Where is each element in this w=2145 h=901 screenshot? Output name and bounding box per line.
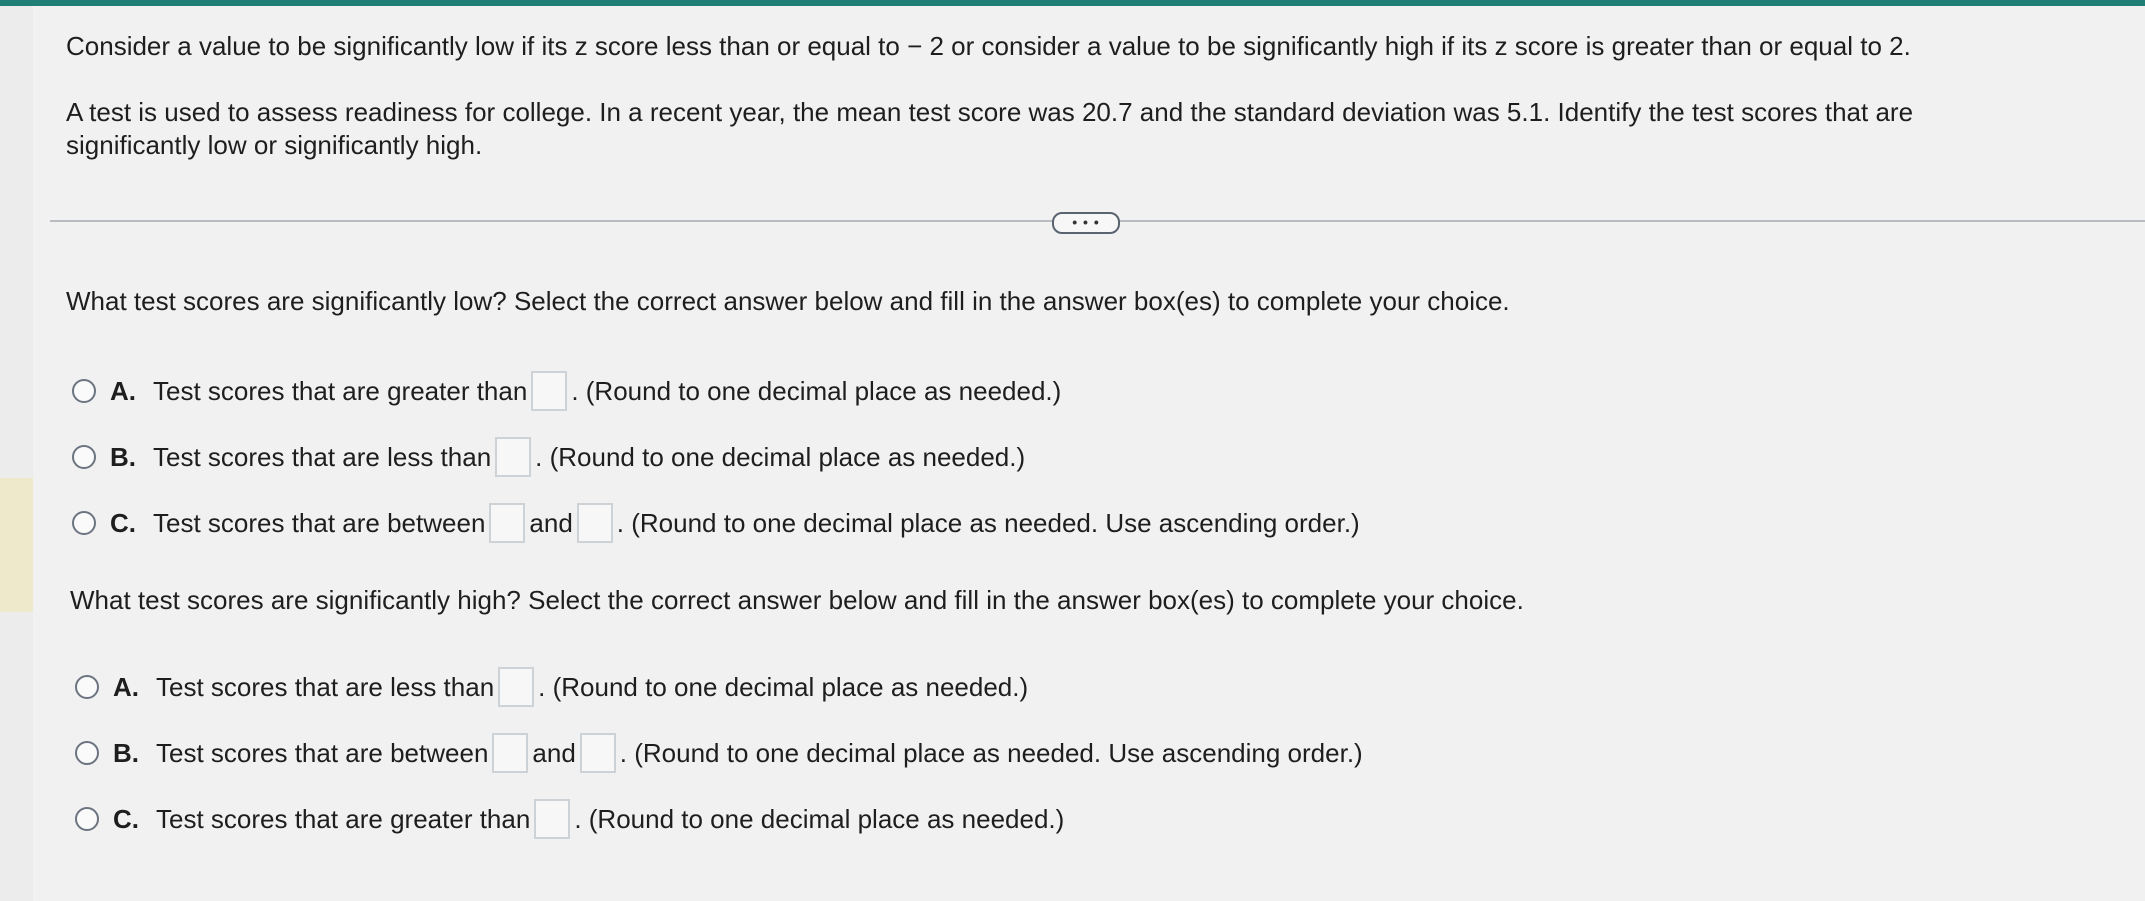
high-option-a-letter: A. bbox=[113, 671, 139, 702]
low-option-b-radio[interactable] bbox=[72, 445, 96, 469]
problem-statement-line-1: Consider a value to be significantly low if its z score less than or equal to − 2 or consider a value to be significantly high if its z score is greater than or equal to 2. bbox=[66, 31, 1911, 61]
low-option-c-text: Test scores that are between bbox=[153, 507, 486, 538]
low-option-a-note: . (Round to one decimal place as needed.) bbox=[571, 375, 1062, 406]
low-option-b-letter: B. bbox=[110, 441, 136, 472]
high-option-c-note: . (Round to one decimal place as needed.) bbox=[574, 803, 1065, 834]
high-option-a[interactable] bbox=[75, 667, 1028, 707]
high-option-b-text: Test scores that are between bbox=[156, 737, 489, 768]
low-option-a-radio[interactable] bbox=[72, 379, 96, 403]
low-option-b-note: . (Round to one decimal place as needed.) bbox=[535, 441, 1026, 472]
high-option-a-note: . (Round to one decimal place as needed.) bbox=[538, 671, 1029, 702]
high-option-a-radio[interactable] bbox=[75, 675, 99, 699]
high-option-c-answer-box[interactable] bbox=[534, 799, 570, 839]
low-option-a-answer-box[interactable] bbox=[531, 371, 567, 411]
high-option-b[interactable] bbox=[75, 733, 1363, 773]
low-option-a-letter: A. bbox=[110, 375, 136, 406]
low-question: What test scores are significantly low? Select the correct answer below and fill in the answer box(es) to complete your choice. bbox=[66, 286, 1510, 316]
low-option-c-lower-box[interactable] bbox=[489, 503, 525, 543]
low-option-c-letter: C. bbox=[110, 507, 136, 538]
low-option-c-upper-box[interactable] bbox=[577, 503, 613, 543]
high-option-c-radio[interactable] bbox=[75, 807, 99, 831]
low-option-a-text: Test scores that are greater than bbox=[153, 375, 528, 406]
high-option-a-answer-box[interactable] bbox=[498, 667, 534, 707]
low-option-b-text: Test scores that are less than bbox=[153, 441, 492, 472]
high-question: What test scores are significantly high? Select the correct answer below and fill in the answer box(es) to complete your choice. bbox=[70, 585, 1524, 615]
low-option-c[interactable] bbox=[72, 503, 1360, 543]
low-option-c-note: . (Round to one decimal place as needed. Use ascending order.) bbox=[616, 507, 1360, 538]
high-option-b-lower-box[interactable] bbox=[492, 733, 528, 773]
high-option-b-and: and bbox=[532, 737, 576, 768]
high-option-c-letter: C. bbox=[113, 803, 139, 834]
high-option-c-text: Test scores that are greater than bbox=[156, 803, 531, 834]
low-option-c-radio[interactable] bbox=[72, 511, 96, 535]
high-option-b-letter: B. bbox=[113, 737, 139, 768]
high-option-b-radio[interactable] bbox=[75, 741, 99, 765]
high-option-b-upper-box[interactable] bbox=[580, 733, 616, 773]
low-option-c-and: and bbox=[529, 507, 573, 538]
low-option-a[interactable] bbox=[72, 371, 1061, 411]
problem-statement-line-3: significantly low or significantly high. bbox=[66, 130, 483, 160]
low-option-b-answer-box[interactable] bbox=[495, 437, 531, 477]
high-option-c[interactable] bbox=[75, 799, 1064, 839]
high-option-a-text: Test scores that are less than bbox=[156, 671, 495, 702]
expand-more-button[interactable]: • • • bbox=[1052, 212, 1120, 234]
problem-statement-line-2: A test is used to assess readiness for college. In a recent year, the mean test score was 20.7 and the standard deviation was 5.1. Identify the test scores that are bbox=[66, 97, 1914, 127]
low-option-b[interactable] bbox=[72, 437, 1025, 477]
high-option-b-note: . (Round to one decimal place as needed. Use ascending order.) bbox=[619, 737, 1363, 768]
active-part-marker bbox=[0, 478, 33, 612]
